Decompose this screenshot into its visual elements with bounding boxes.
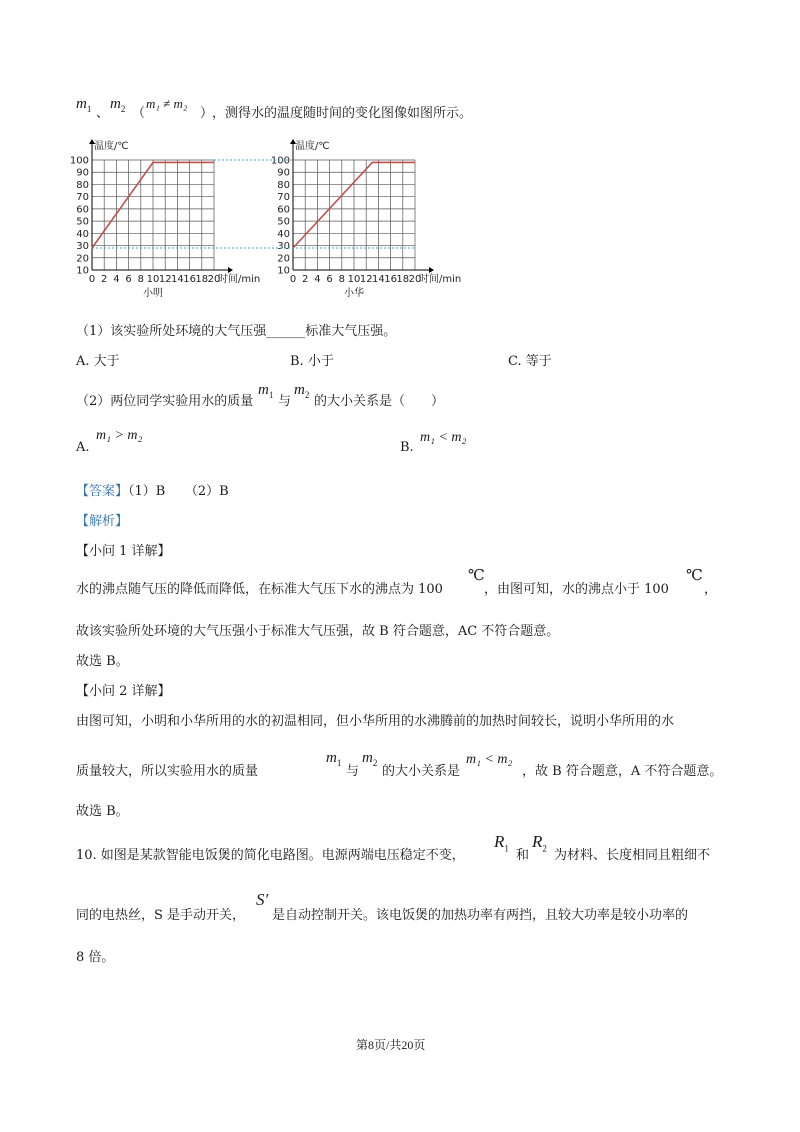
x-tick-label: 16 bbox=[183, 274, 196, 285]
y-tick-label: 10 bbox=[76, 265, 89, 277]
detail2-p1: 由图可知，小明和小华所用的水的初温相同，但小华所用的水沸腾前的加热时间较长，说明小华所用的水 bbox=[76, 714, 675, 729]
y-tick-label: 80 bbox=[277, 179, 290, 191]
detail2-p3: 故选 B。 bbox=[76, 804, 129, 819]
q1-option-a: A. 大于 bbox=[76, 354, 120, 369]
r2-symbol: $R_2$ bbox=[532, 832, 547, 854]
x-tick-label: 12 bbox=[158, 274, 172, 285]
y-tick-label: 70 bbox=[277, 192, 290, 204]
q1-option-b: B. 小于 bbox=[290, 354, 334, 369]
detail1-heading: 【小问 1 详解】 bbox=[76, 544, 171, 559]
neq-expression: m₁ ≠ m₂ bbox=[146, 96, 188, 111]
q2-option-a-label: A. bbox=[76, 440, 90, 455]
celsius-unit-1: ℃ bbox=[468, 566, 485, 584]
x-tick-label: 8 bbox=[137, 274, 144, 285]
detail2-m2: $m_2$ bbox=[362, 750, 378, 768]
x-tick-label: 4 bbox=[113, 274, 120, 285]
q2-option-b-expr: m₁ < m₂ bbox=[420, 430, 467, 445]
detail1-p1c: ， bbox=[704, 582, 718, 597]
answer-line bbox=[76, 480, 229, 499]
q10-l2a: 同的电热丝，S 是手动开关， bbox=[76, 908, 246, 923]
y-tick-label: 50 bbox=[76, 216, 89, 228]
m2-symbol: $m_2$ bbox=[110, 96, 126, 114]
q2-m2-symbol: $m_2$ bbox=[294, 382, 310, 400]
q2-m1-symbol: $m_1$ bbox=[258, 382, 274, 400]
chart-title: 小华 bbox=[344, 288, 364, 299]
r1-symbol: $R_1$ bbox=[494, 832, 509, 854]
q2-option-b-label: B. bbox=[400, 440, 414, 455]
detail2-p2c: 的大小关系是 bbox=[382, 764, 461, 779]
q10-l1a: 10. 如图是某款智能电饭煲的简化电路图。电源两端电压稳定不变， bbox=[76, 848, 465, 863]
x-tick-label: 18 bbox=[195, 274, 209, 285]
answer-text: （1）B （2）B bbox=[128, 484, 229, 499]
q1-stem: （1）该实验所处环境的大气压强______标准大气压强。 bbox=[76, 324, 397, 339]
q2-stem-line bbox=[76, 382, 496, 408]
detail2-p2a: 质量较大，所以实验用水的质量 bbox=[76, 764, 259, 779]
y-tick-label: 30 bbox=[277, 241, 290, 253]
detail2-p2d: ，故 B 符合题意，A 不符合题意。 bbox=[522, 764, 723, 779]
detail1-p1 bbox=[76, 566, 736, 596]
q1-option-c: C. 等于 bbox=[508, 354, 552, 369]
y-axis-label: 温度/℃ bbox=[94, 141, 129, 152]
m1-symbol: $m_1$ bbox=[76, 96, 92, 114]
paren-close: ） bbox=[200, 106, 214, 121]
detail1-p2: 故该实验所处环境的大气压强小于标准大气压强，故 B 符合题意，AC 不符合题意。 bbox=[76, 624, 560, 639]
y-tick-label: 20 bbox=[277, 253, 290, 265]
x-tick-label: 8 bbox=[338, 274, 345, 285]
y-tick-label: 40 bbox=[277, 228, 290, 240]
x-tick-label: 18 bbox=[396, 274, 410, 285]
y-tick-label: 60 bbox=[277, 204, 290, 216]
detail1-p1a: 水的沸点随气压的降低而降低，在标准大气压下水的沸点为 100 bbox=[76, 582, 443, 597]
y-tick-label: 80 bbox=[76, 179, 89, 191]
y-tick-label: 70 bbox=[76, 192, 89, 204]
x-axis-label: 时间/min bbox=[218, 274, 261, 285]
q2-stem-b: 的大小关系是（ ） bbox=[314, 394, 445, 409]
x-tick-label: 14 bbox=[372, 274, 385, 285]
x-tick-label: 14 bbox=[171, 274, 184, 285]
x-tick-label: 2 bbox=[101, 274, 108, 285]
separator: 、 bbox=[96, 106, 110, 121]
q10-line2 bbox=[76, 890, 746, 922]
y-tick-label: 90 bbox=[76, 167, 89, 179]
intro-text: ，测得水的温度随时间的变化图像如图所示。 bbox=[212, 106, 473, 121]
q10-l1b: 为材料、长度相同且粗细不 bbox=[554, 848, 711, 863]
y-tick-label: 100 bbox=[270, 155, 290, 167]
x-tick-label: 16 bbox=[384, 274, 397, 285]
q2-stem-a: （2）两位同学实验用水的质量 bbox=[76, 394, 254, 409]
paren-open: （ bbox=[132, 106, 146, 121]
q10-l2b: 是自动控制开关。该电饭煲的加热功率有两挡，且较大功率是较小功率的 bbox=[272, 908, 689, 923]
page-footer: 第8页/共20页 bbox=[356, 1038, 426, 1052]
q10-line1 bbox=[76, 832, 746, 862]
chart-title: 小明 bbox=[143, 288, 163, 299]
detail2-p2b: 与 bbox=[346, 764, 360, 779]
q10-he: 和 bbox=[516, 848, 530, 863]
x-tick-label: 0 bbox=[88, 274, 96, 285]
celsius-unit-2: ℃ bbox=[686, 566, 703, 584]
y-axis-label: 温度/℃ bbox=[295, 141, 330, 152]
detail1-p1b: ，由图可知，水的沸点小于 100 bbox=[484, 582, 669, 597]
x-tick-label: 12 bbox=[359, 274, 373, 285]
x-tick-label: 6 bbox=[326, 274, 333, 285]
x-tick-label: 20 bbox=[207, 274, 221, 285]
detail2-heading: 【小问 2 详解】 bbox=[76, 684, 171, 699]
s-prime-symbol: S′ bbox=[256, 890, 269, 909]
x-tick-label: 0 bbox=[289, 274, 297, 285]
y-tick-label: 10 bbox=[277, 265, 290, 277]
q10-line3: 8 倍。 bbox=[76, 950, 115, 965]
detail2-expr: m₁ < m₂ bbox=[466, 752, 513, 767]
y-tick-label: 20 bbox=[76, 253, 89, 265]
x-axis-label: 时间/min bbox=[419, 274, 462, 285]
y-tick-label: 90 bbox=[277, 167, 290, 179]
x-tick-label: 10 bbox=[146, 274, 160, 285]
analysis-tag: 【解析】 bbox=[76, 514, 129, 529]
y-tick-label: 100 bbox=[69, 155, 89, 167]
q2-option-a-expr: m₁ > m₂ bbox=[96, 428, 143, 443]
x-tick-label: 6 bbox=[125, 274, 132, 285]
detail2-p2 bbox=[76, 750, 736, 778]
y-tick-label: 50 bbox=[277, 216, 290, 228]
x-tick-label: 4 bbox=[314, 274, 321, 285]
x-tick-label: 20 bbox=[408, 274, 422, 285]
x-axis-arrow bbox=[429, 267, 434, 273]
detail2-m1: $m_1$ bbox=[326, 750, 342, 768]
y-tick-label: 40 bbox=[76, 228, 89, 240]
x-tick-label: 10 bbox=[347, 274, 361, 285]
q2-yu: 与 bbox=[278, 394, 292, 409]
x-tick-label: 2 bbox=[302, 274, 309, 285]
y-tick-label: 60 bbox=[76, 204, 89, 216]
answer-tag: 【答案】 bbox=[76, 484, 129, 499]
detail1-p3: 故选 B。 bbox=[76, 654, 129, 669]
temperature-charts bbox=[60, 130, 490, 300]
x-axis-arrow bbox=[228, 267, 233, 273]
y-tick-label: 30 bbox=[76, 241, 89, 253]
